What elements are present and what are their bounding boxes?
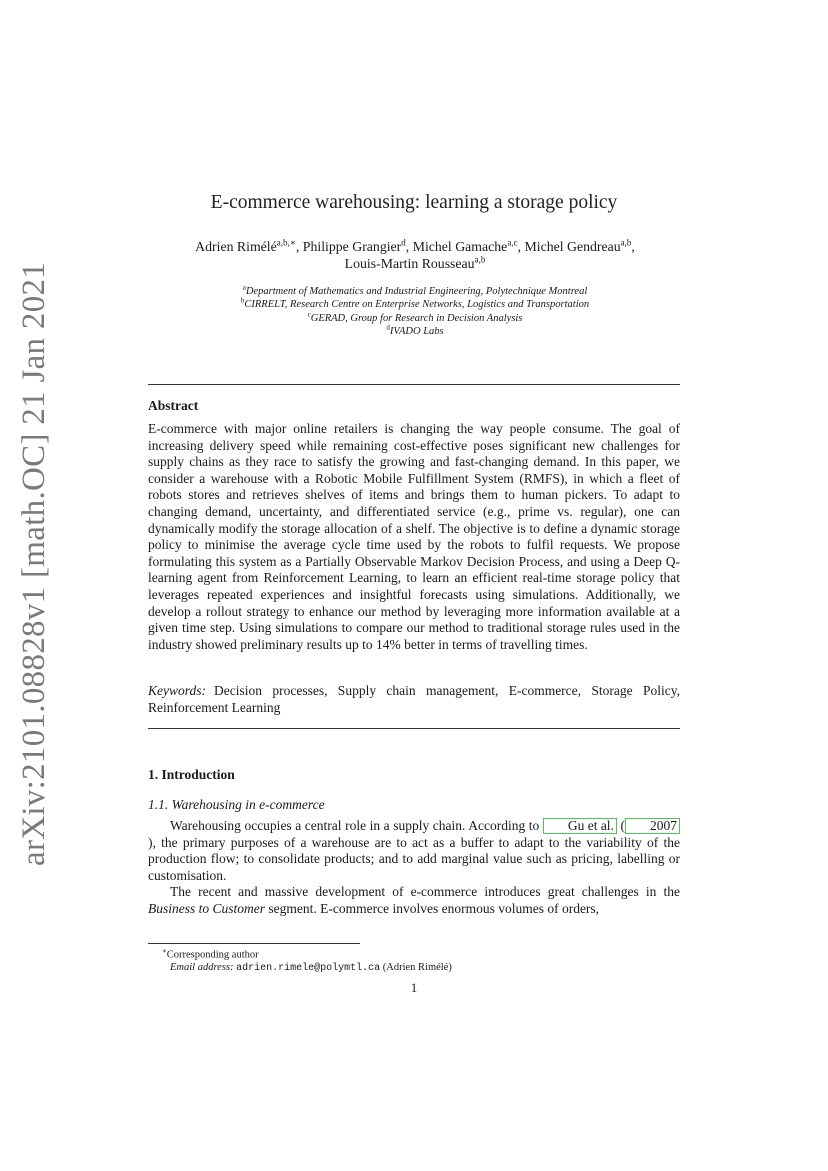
affiliation: $^d$IVADO Labs	[386, 323, 444, 337]
affiliation: $^c$GERAD, Group for Research in Decision Analysis	[307, 310, 523, 324]
arxiv-identifier: arXiv:2101.08828v1 [math.OC] 21 Jan 2021	[16, 261, 52, 866]
author: Adrien Rimélé$^{a,b,∗}$,	[195, 237, 303, 254]
affiliation: $^b$CIRRELT, Research Centre on Enterprise Networks, Logistics and Transportation	[240, 296, 590, 311]
author-list	[150, 238, 680, 272]
keywords-label: Keywords:	[148, 683, 206, 698]
body-paragraph: The recent and massive development of e-commerce introduces great challenges in the Business to Customer segment. E-commerce involves enormous volumes of orders,	[148, 884, 680, 916]
affiliation-list	[150, 285, 680, 338]
abstract-text: E-commerce with major online retailers is changing the way people consume. The goal of increasing delivery speed while remaining cost-effective poses significant new challenges for supply chains as they race to satisfy the growing and fast-changing demand. In this paper, we consider a warehouse with a Robotic Mobile Fulfillment System (RMFS), in which a fleet of robots stores and retrieves shelves of items and brings them to human pickers. To adapt to changing demand, uncertainty, and differentiated service (e.g., prime vs. regular), one can dynamically modify the storage allocation of a shelf. The objective is to define a dynamic storage policy to minimise the average cycle time used by the robots to fulfil requests. We propose formulating this system as a Partially Observable Markov Decision Process, and using a Deep Q-learning agent from Reinforcement Learning, to learn an efficient real-time storage policy that leverages repeated experiences and insightful forecasts using simulations. Additionally, we develop a rollout strategy to enhance our method by leveraging more information available at a given time step. Using simulations to compare our method to traditional storage rules used in the industry showed preliminary results up to 14% better in terms of travelling times.	[148, 421, 680, 652]
subsection-heading: 1.1. Warehousing in e-commerce	[148, 797, 325, 812]
keywords-text: Decision processes, Supply chain management, E-commerce, Storage Policy, Reinforcement Learning	[148, 683, 680, 715]
footnote-rule	[148, 943, 360, 944]
author: Michel Gamache$^{a,c}$,	[412, 237, 525, 254]
author: Michel Gendreau$^{a,b}$,	[524, 237, 635, 254]
footnote-email: Email address: adrien.rimele@polymtl.ca (Adrien Rimélé)	[170, 962, 452, 974]
footnote-corresponding: ∗Corresponding author	[162, 947, 259, 961]
affiliation: $^a$Department of Mathematics and Industrial Engineering, Polytechnique Montreal	[242, 283, 588, 297]
paper-title: E-commerce warehousing: learning a storage policy	[210, 192, 618, 213]
citation-link[interactable]: Gu et al.	[543, 818, 617, 834]
body-paragraph: Warehousing occupies a central role in a supply chain. According to Gu et al. ( 2007), the primary purposes of a warehouse are to act as a buffer to adapt to the variability of the production flow; to consolidate products; and to add marginal value such as pricing, labelling or customisation.	[148, 818, 680, 883]
abstract-bottom-rule	[148, 728, 680, 729]
citation-year-link[interactable]: 2007	[625, 818, 680, 834]
section-heading: 1. Introduction	[148, 767, 235, 782]
email-address: adrien.rimele@polymtl.ca	[236, 963, 381, 974]
abstract-heading: Abstract	[148, 398, 199, 413]
author: Louis-Martin Rousseau$^{a,b}$	[344, 254, 486, 271]
keywords	[148, 683, 680, 716]
page-number: 1	[410, 980, 418, 995]
author: Philippe Grangier$^d$,	[302, 237, 413, 254]
abstract-top-rule	[148, 384, 680, 385]
